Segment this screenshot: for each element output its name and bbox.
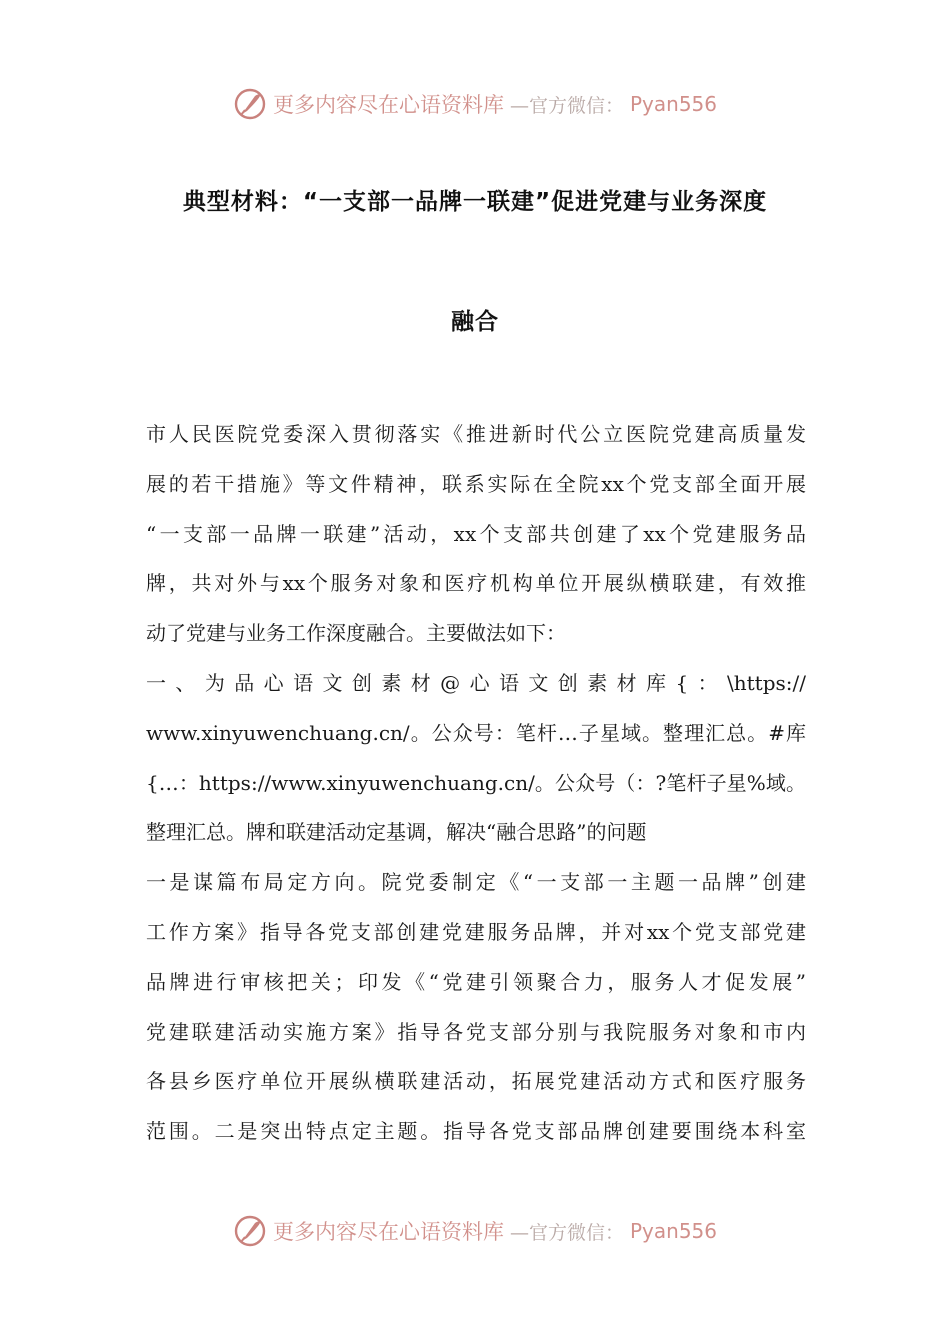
watermark-main-text: 更多内容尽在心语资料库 (272, 1220, 504, 1244)
body-line: {…：https://www.xinyuwenchuang.cn/。公众号（：?笔杆子星%域。 (146, 770, 806, 795)
watermark-footer (0, 1211, 950, 1251)
quill-logo-icon (233, 1214, 267, 1248)
body-line: 市人民医院党委深入贯彻落实《推进新时代公立医院党建高质量发 (146, 422, 806, 446)
body-line: 一、为品心语文创素材@心语文创素材库{：\https:// (146, 670, 806, 695)
body-line: 展的若干措施》等文件精神，联系实际在全院xx个党支部全面开展 (146, 471, 806, 496)
body-line: “一支部一品牌一联建”活动，xx个支部共创建了xx个党建服务品 (146, 521, 806, 546)
body-line: 品牌进行审核把关；印发《“党建引领聚合力，服务人才促发展” (146, 969, 806, 994)
body-line: www.xinyuwenchuang.cn/。公众号：笔杆…子星域。整理汇总。#库 (146, 720, 806, 745)
body-line: 一是谋篇布局定方向。院党委制定《“一支部一主题一品牌”创建 (146, 870, 806, 895)
body-line: 整理汇总。牌和联建活动定基调，解决“融合思路”的问题 (146, 820, 647, 845)
watermark-wechat-id: Pyan556 (630, 1219, 718, 1243)
watermark-main-text: 更多内容尽在心语资料库 (272, 93, 504, 117)
body-line: 工作方案》指导各党支部创建党建服务品牌，并对xx个党支部党建 (146, 919, 806, 944)
watermark-sub-text: —官方微信： (509, 94, 624, 117)
body-line: 范围。二是突出特点定主题。指导各党支部品牌创建要围绕本科室 (146, 1119, 806, 1144)
document-title-line-2: 融合 (451, 309, 499, 335)
body-line: 动了党建与业务工作深度融合。主要做法如下： (146, 621, 566, 646)
body-line: 各县乡医疗单位开展纵横联建活动，拓展党建活动方式和医疗服务 (146, 1069, 806, 1094)
body-line: 牌，共对外与xx个服务对象和医疗机构单位开展纵横联建，有效推 (146, 571, 806, 596)
document-body (146, 410, 806, 1157)
quill-logo-icon (233, 87, 267, 121)
document-title-line-1: 典型材料：“一支部一品牌一联建”促进党建与业务深度 (182, 189, 768, 215)
watermark-header (0, 84, 950, 124)
body-line: 党建联建活动实施方案》指导各党支部分别与我院服务对象和市内 (146, 1019, 806, 1044)
watermark-sub-text: —官方微信： (509, 1221, 624, 1244)
watermark-wechat-id: Pyan556 (630, 92, 718, 116)
